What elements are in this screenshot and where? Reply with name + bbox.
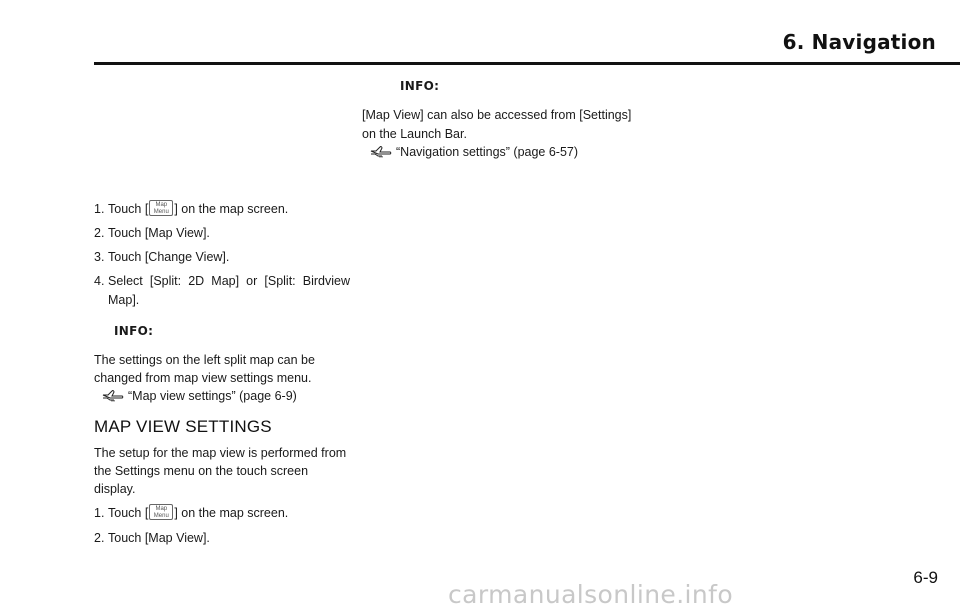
list-item	[94, 529, 350, 547]
step-text	[108, 504, 350, 522]
map-menu-icon	[149, 504, 173, 520]
watermark: carmanualsonline.info	[448, 580, 734, 609]
step-number: 2.	[94, 530, 105, 545]
section-title: 6. Navigation	[782, 30, 936, 54]
cross-reference-text[interactable]: “Map view settings” (page 6-9)	[128, 389, 297, 404]
cross-reference	[102, 387, 350, 405]
list-item	[94, 248, 350, 266]
map-menu-icon-line2: Menu	[153, 513, 169, 520]
map-menu-icon-line2: Menu	[153, 208, 169, 215]
list-item	[94, 224, 350, 242]
info-text: The settings on the left split map can be changed from map view settings menu.	[94, 353, 315, 386]
step-text: Touch [Map View].	[108, 530, 210, 545]
step-number: 1.	[94, 506, 105, 521]
section-text: The setup for the map view is performed from the Settings menu on the touch screen display.	[94, 446, 347, 497]
step-number: 3.	[94, 250, 105, 265]
steps-map-view-settings	[94, 504, 350, 546]
list-item	[94, 504, 350, 522]
step-number: 2.	[94, 226, 105, 241]
header-rule	[94, 62, 960, 65]
cross-reference-text[interactable]: “Navigation settings” (page 6-57)	[396, 144, 579, 159]
step-text	[108, 200, 350, 218]
right-column	[362, 78, 640, 161]
steps-change-view	[94, 200, 350, 309]
step-text-pre: Touch [	[108, 202, 149, 216]
list-item	[94, 272, 350, 308]
step-text: Touch [Map View].	[108, 226, 210, 241]
map-menu-icon-line1: Map	[155, 201, 168, 208]
step-number: 4.	[94, 274, 105, 289]
left-column	[94, 200, 350, 553]
step-number: 1.	[94, 202, 105, 216]
map-menu-icon	[149, 200, 173, 216]
list-item	[94, 200, 350, 218]
section-heading: MAP VIEW SETTINGS	[94, 417, 272, 437]
info-heading: INFO:	[114, 323, 154, 338]
step-text-post: ] on the map screen.	[174, 202, 289, 216]
info-text: [Map View] can also be accessed from [Settings] on the Launch Bar.	[362, 108, 632, 141]
map-menu-icon-line1: Map	[155, 506, 168, 513]
step-text-post: ] on the map screen.	[174, 506, 289, 521]
pointing-hand-icon	[102, 389, 124, 403]
info-heading: INFO:	[400, 79, 440, 93]
step-text-pre: Touch [	[108, 506, 149, 521]
page-number: 6-9	[913, 568, 938, 587]
step-text: Select [Split: 2D Map] or [Split: Birdview Map].	[108, 274, 350, 307]
cross-reference	[370, 143, 640, 161]
pointing-hand-icon	[370, 145, 392, 159]
step-text: Touch [Change View].	[108, 250, 230, 265]
